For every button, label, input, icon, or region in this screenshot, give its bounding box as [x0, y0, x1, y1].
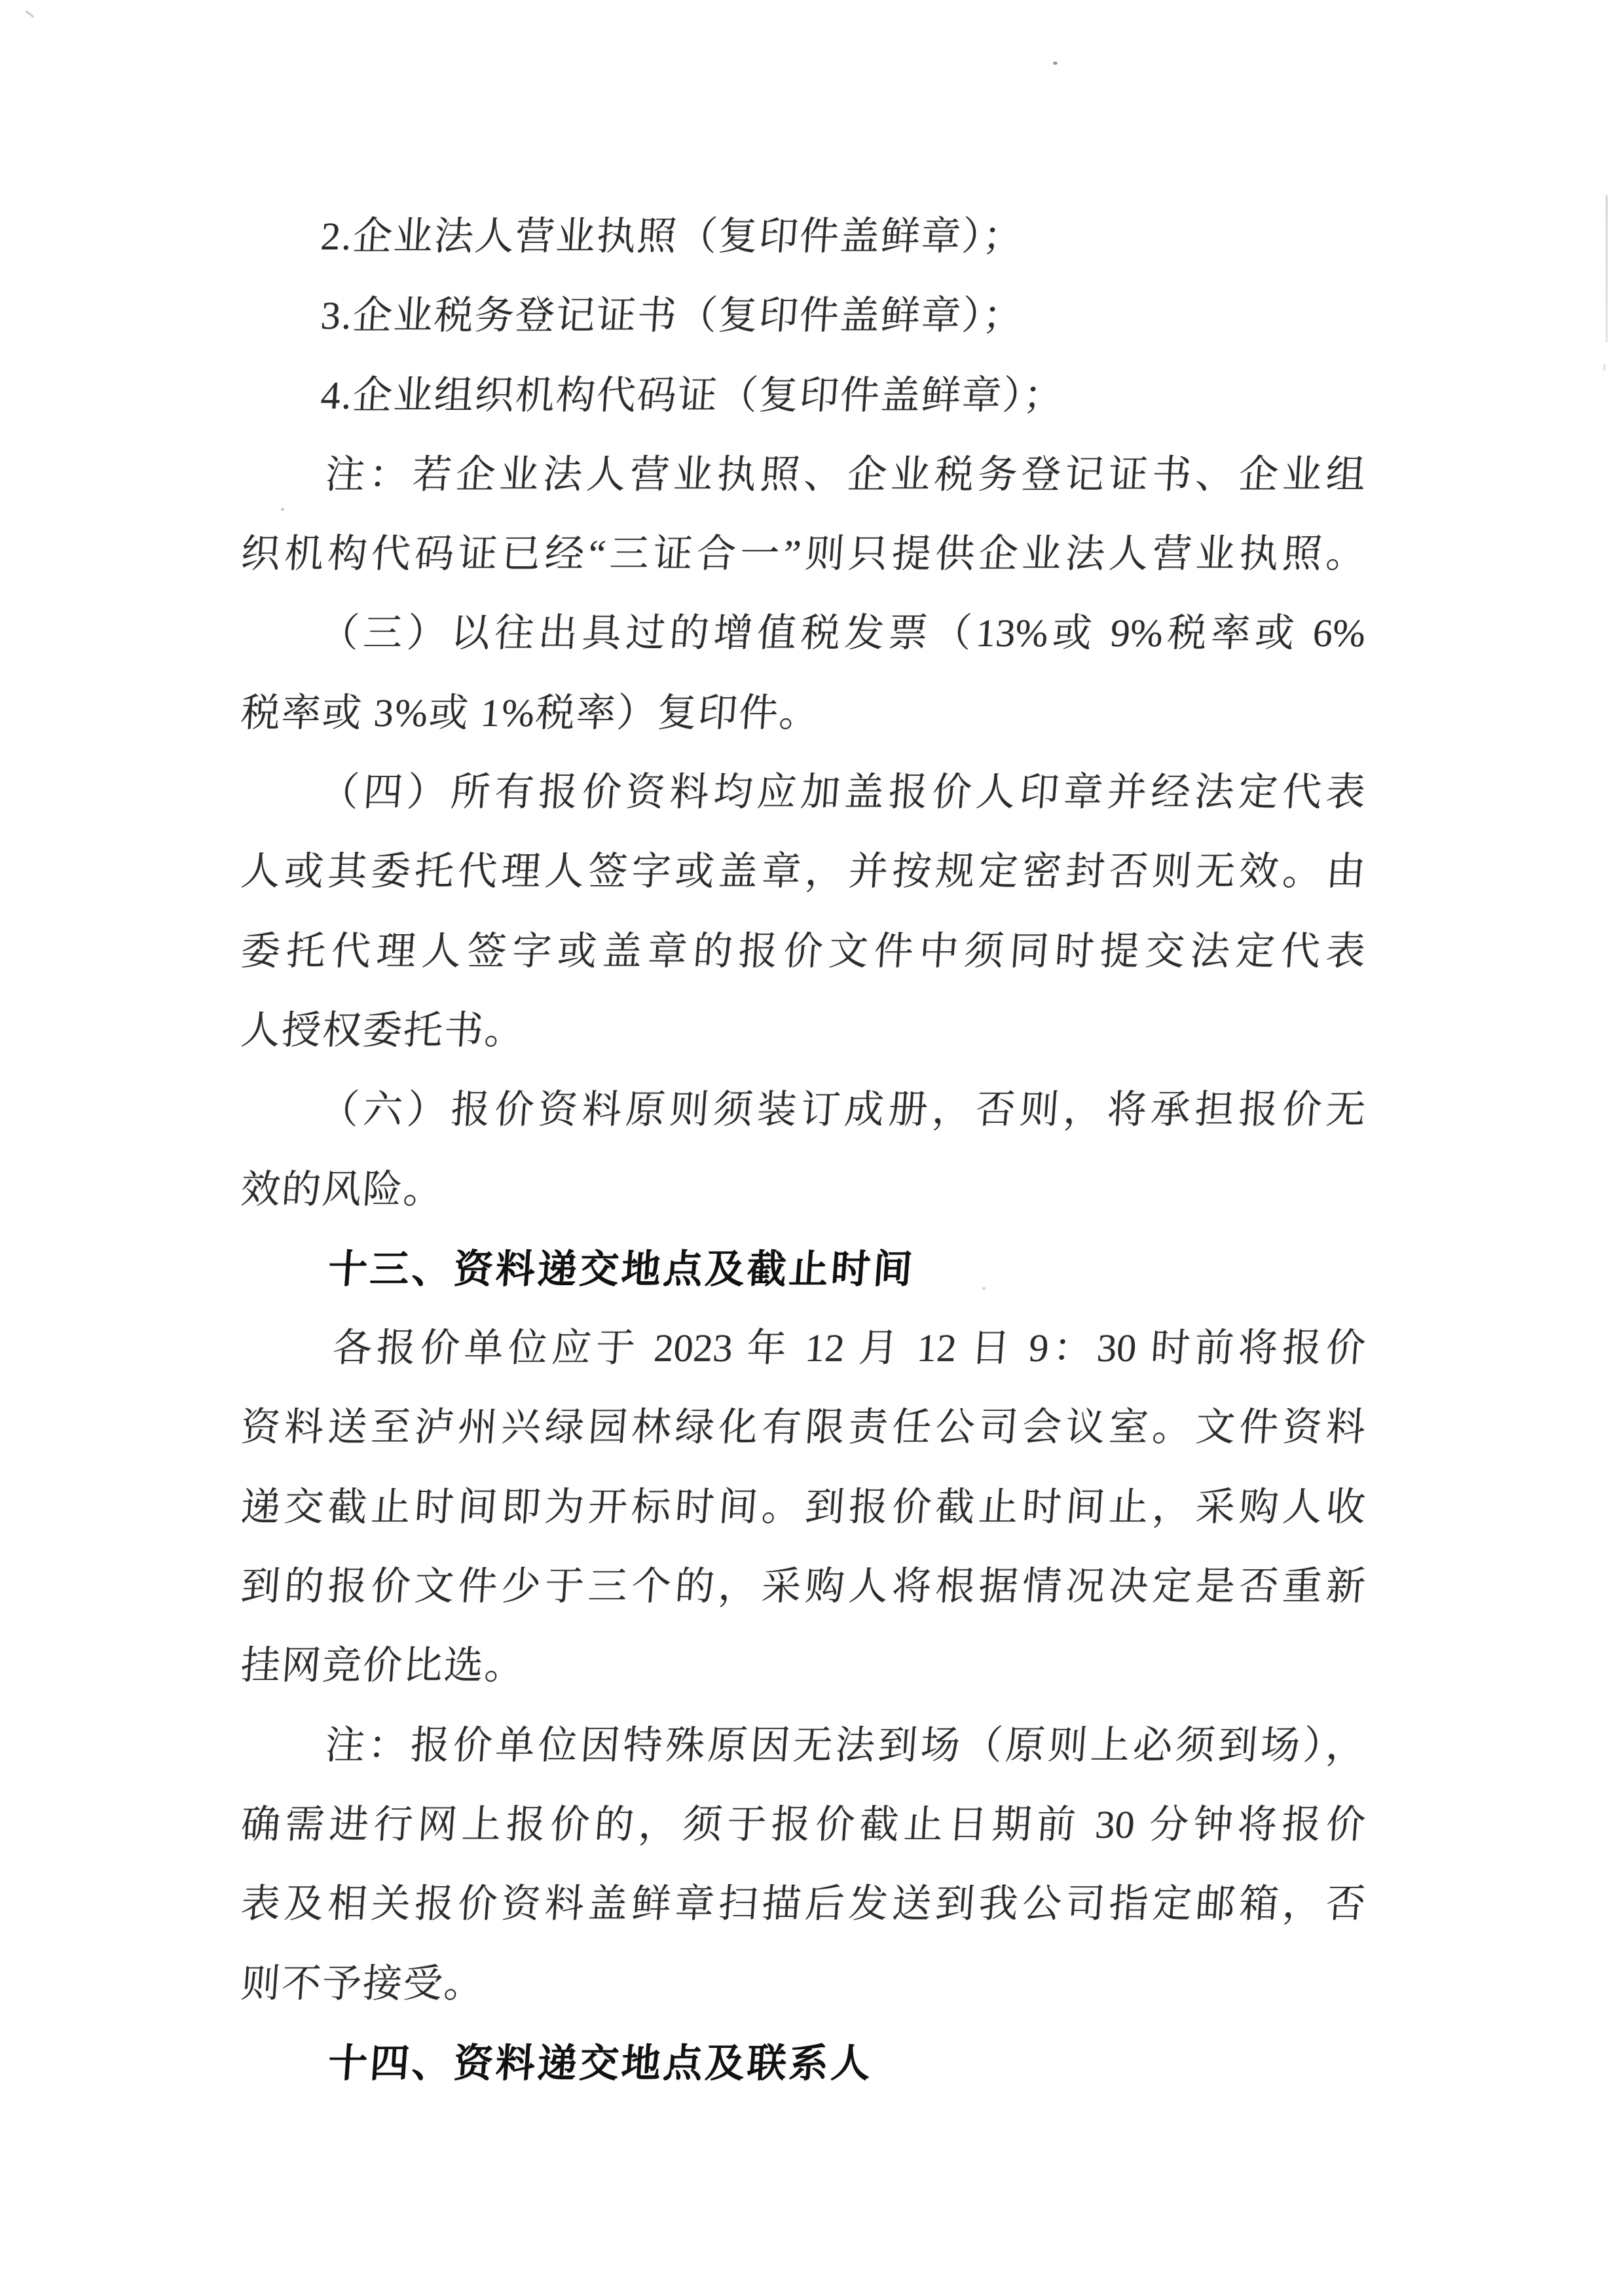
text-line-7: 税率或 3%或 1%税率）复印件。 — [239, 691, 822, 735]
text-line-4: 注：若企业法人营业执照、企业税务登记证书、企业组 — [323, 452, 1367, 496]
text-line-6: （三）以往出具过的增值税发票（13%或 9%税率或 6% — [318, 611, 1367, 655]
text-line-21: 确需进行网上报价的，须于报价截止日期前 30 分钟将报价 — [239, 1802, 1367, 1846]
text-line-19: 挂网竞价比选。 — [239, 1644, 527, 1688]
text-line-13: 效的风险。 — [239, 1167, 446, 1211]
text-line-8: （四）所有报价资料均应加盖报价人印章并经法定代表 — [318, 771, 1367, 814]
text-line-23: 则不予接受。 — [239, 1961, 487, 2005]
text-line-10: 委托代理人签字或盖章的报价文件中须同时提交法定代表 — [239, 929, 1367, 973]
text-line-16: 资料送至泸州兴绿园林绿化有限责任公司会议室。文件资料 — [239, 1406, 1367, 1449]
text-line-24: 十四、资料递交地点及联系人 — [326, 2041, 875, 2085]
scan-streak — [1606, 195, 1608, 342]
text-line-15: 各报价单位应于 2023 年 12 月 12 日 9：30 时前将报价 — [331, 1326, 1367, 1370]
scan-speck — [26, 10, 35, 18]
text-line-17: 递交截止时间即为开标时间。到报价截止时间止，采购人收 — [239, 1485, 1367, 1529]
text-line-2: 3.企业税务登记证书（复印件盖鲜章）； — [319, 294, 1025, 338]
scan-streak-dot — [1603, 364, 1606, 371]
text-line-1: 2.企业法人营业执照（复印件盖鲜章）； — [319, 215, 1025, 258]
text-line-9: 人或其委托代理人签字或盖章，并按规定密封否则无效。由 — [239, 850, 1367, 894]
text-line-20: 注：报价单位因特殊原因无法到场（原则上必须到场）， — [323, 1723, 1367, 1767]
text-line-11: 人授权委托书。 — [239, 1008, 527, 1052]
text-line-18: 到的报价文件少于三个的，采购人将根据情况决定是否重新 — [239, 1565, 1367, 1609]
text-line-12: （六）报价资料原则须装订成册，否则，将承担报价无 — [318, 1088, 1367, 1132]
text-line-14: 十三、资料递交地点及截止时间 — [326, 1247, 917, 1291]
text-line-22: 表及相关报价资料盖鲜章扫描后发送到我公司指定邮箱，否 — [239, 1882, 1367, 1926]
document-text-block — [241, 197, 1365, 2103]
text-line-3: 4.企业组织机构代码证（复印件盖鲜章）； — [319, 373, 1066, 417]
scan-speck — [1053, 62, 1058, 65]
text-line-5: 织机构代码证已经“三证合一”则只提供企业法人营业执照。 — [239, 532, 1367, 576]
